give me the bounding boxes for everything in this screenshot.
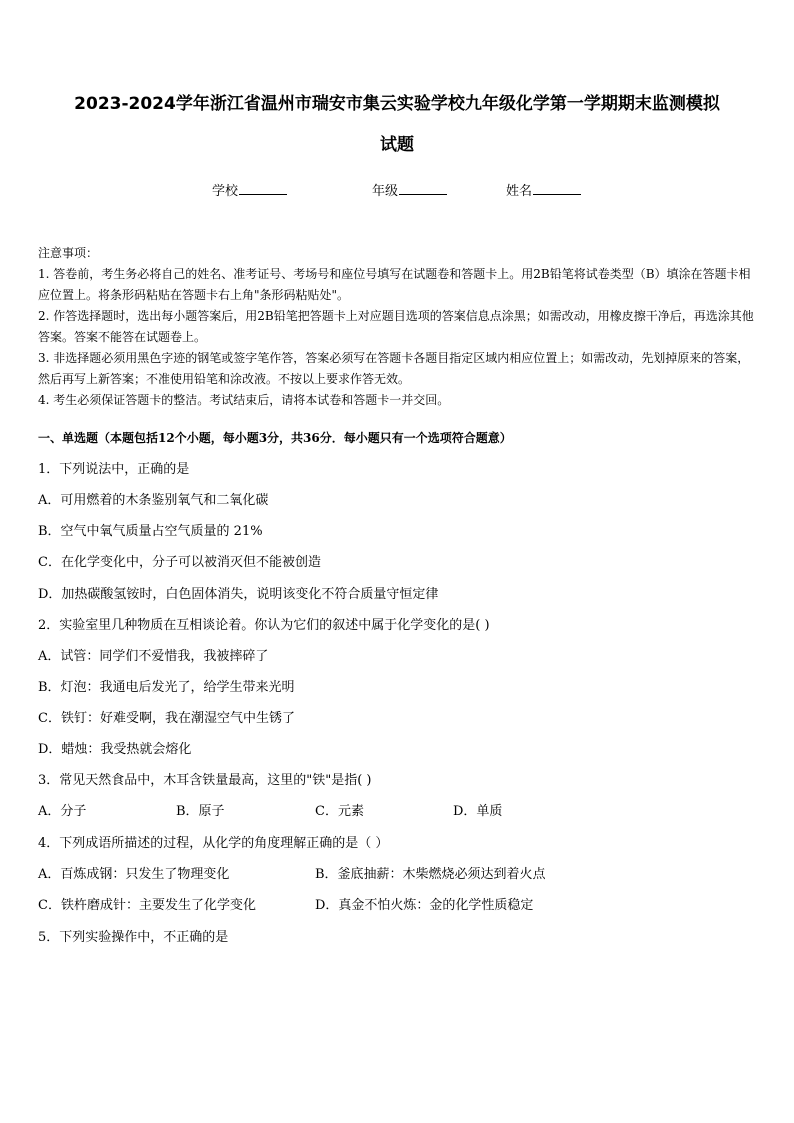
note-item: 4. 考生必须保证答题卡的整洁。考试结束后，请将本试卷和答题卡一并交回。 [38, 393, 450, 407]
question-5-stem: 5．下列实验操作中，不正确的是 [38, 930, 229, 945]
grade-field [372, 180, 447, 199]
grade-label: 年级 [372, 184, 399, 199]
question-2-option-b: B．灯泡：我通电后发光了，给学生带来光明 [38, 680, 295, 695]
question-2-option-a: A．试管：同学们不爱惜我，我被摔碎了 [38, 649, 269, 664]
school-field [212, 180, 287, 199]
question-4-option-d: D．真金不怕火炼：金的化学性质稳定 [315, 898, 534, 913]
section-heading: 一、单选题（本题包括12个小题，每小题3分，共36分．每小题只有一个选项符合题意） [38, 431, 512, 445]
note-item: 1. 答卷前，考生务必将自己的姓名、准考证号、考场号和座位号填写在试题卷和答题卡上。用2B铅笔将试卷类型（B）填涂在答题卡相应位置上。将条形码粘贴在答题卡右上角"条形码粘贴处"。 [38, 267, 751, 302]
notes-heading: 注意事项： [38, 246, 99, 260]
question-4-option-c: C．铁杵磨成针：主要发生了化学变化 [38, 898, 256, 913]
question-1-option-a: A．可用燃着的木条鉴别氧气和二氧化碳 [38, 493, 269, 508]
name-field [506, 180, 581, 199]
name-label: 姓名 [506, 184, 533, 199]
question-4-option-b: B．釜底抽薪：木柴燃烧必须达到着火点 [315, 867, 546, 882]
name-blank [533, 182, 581, 195]
question-3-option-a: A．分子 [38, 804, 87, 819]
question-1-option-c: C．在化学变化中，分子可以被消灭但不能被创造 [38, 555, 321, 570]
exam-title-line1: 2023-2024学年浙江省温州市瑞安市集云实验学校九年级化学第一学期期末监测模拟 [74, 94, 720, 114]
question-3-option-b: B．原子 [176, 804, 225, 819]
question-1-option-b: B．空气中氧气质量占空气质量的 21% [38, 524, 263, 539]
grade-blank [399, 182, 447, 195]
question-4-stem: 4．下列成语所描述的过程，从化学的角度理解正确的是（ ） [38, 836, 389, 851]
question-3-stem: 3．常见天然食品中，木耳含铁量最高，这里的"铁"是指( ) [38, 773, 372, 788]
notes-block [38, 243, 758, 411]
school-label: 学校 [212, 184, 239, 199]
question-3-option-d: D．单质 [453, 804, 503, 819]
question-2-option-d: D．蜡烛：我受热就会熔化 [38, 742, 192, 757]
question-1-stem: 1．下列说法中，正确的是 [38, 462, 190, 477]
note-item: 3. 非选择题必须用黑色字迹的钢笔或签字笔作答，答案必须写在答题卡各题目指定区域内相应位置上；如需改动，先划掉原来的答案，然后再写上新答案；不准使用铅笔和涂改液。不按以上要求作答无效。 [38, 351, 750, 386]
question-2-option-c: C．铁钉：好难受啊，我在潮湿空气中生锈了 [38, 711, 295, 726]
note-item: 2. 作答选择题时，选出每小题答案后，用2B铅笔把答题卡上对应题目选项的答案信息点涂黑；如需改动，用橡皮擦干净后，再选涂其他答案。答案不能答在试题卷上。 [38, 309, 754, 344]
question-2-stem: 2．实验室里几种物质在互相谈论着。你认为它们的叙述中属于化学变化的是( ) [38, 618, 490, 633]
question-3-option-c: C．元素 [315, 804, 364, 819]
question-4-option-a: A．百炼成钢：只发生了物理变化 [38, 867, 230, 882]
question-1-option-d: D．加热碳酸氢铵时，白色固体消失，说明该变化不符合质量守恒定律 [38, 587, 439, 602]
exam-title-line2: 试题 [380, 135, 414, 155]
school-blank [239, 182, 287, 195]
